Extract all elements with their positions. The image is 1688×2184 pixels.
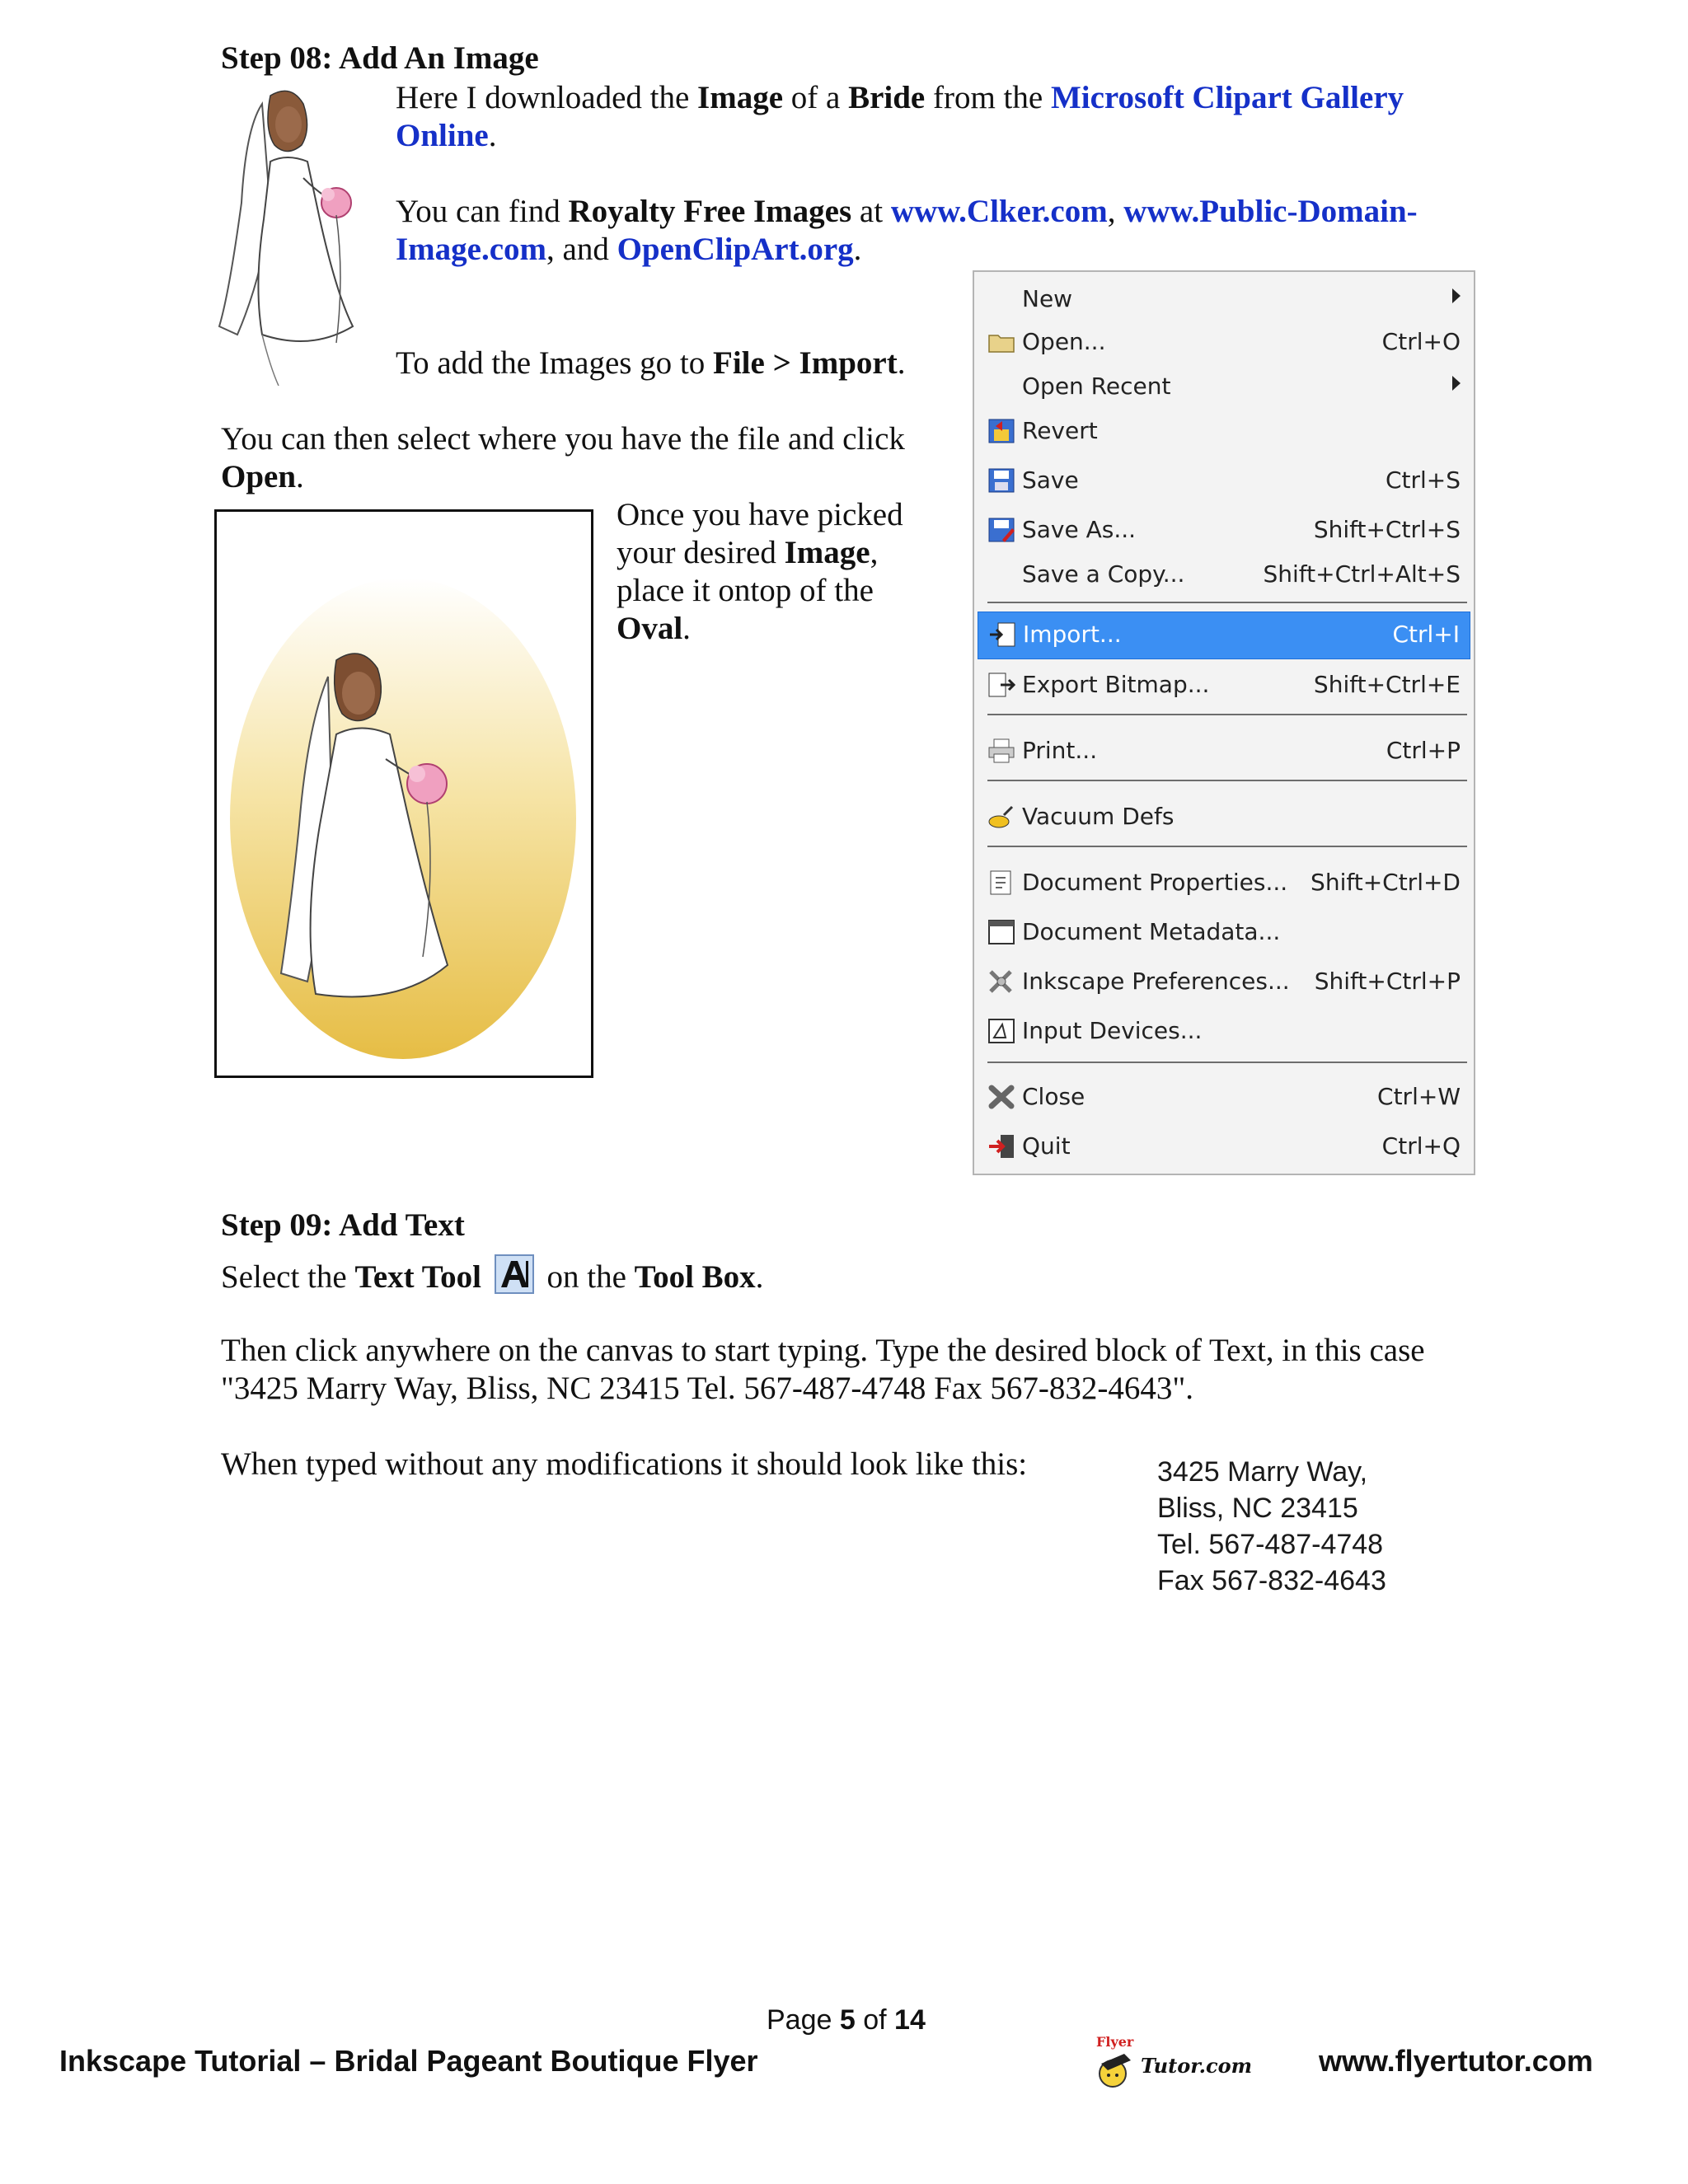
bride-clipart bbox=[213, 79, 377, 386]
menu-item-close[interactable]: Close Ctrl+W bbox=[978, 1075, 1470, 1119]
logo-mascot-icon bbox=[1093, 2042, 1142, 2092]
address-line: 3425 Marry Way, bbox=[1157, 1456, 1368, 1488]
step09-paragraph-3: When typed without any modifications it should look like this: bbox=[221, 1446, 1028, 1482]
address-text-sample bbox=[1157, 1454, 1386, 1599]
close-icon bbox=[987, 1084, 1015, 1110]
step09-heading: Step 09: Add Text bbox=[221, 1207, 465, 1243]
footer-url[interactable]: www.flyertutor.com bbox=[1319, 2044, 1593, 2078]
printer-icon bbox=[987, 738, 1015, 764]
step08-heading: Step 08: Add An Image bbox=[221, 40, 539, 76]
menu-item-inkscape-preferences[interactable]: Inkscape Preferences... Shift+Ctrl+P bbox=[978, 959, 1470, 1004]
menu-item-vacuum-defs[interactable]: Vacuum Defs bbox=[978, 794, 1470, 839]
menu-separator bbox=[987, 1062, 1467, 1063]
quit-icon bbox=[987, 1133, 1015, 1160]
public-domain-image-link[interactable]: www.Public-Domain-Image.com bbox=[396, 194, 1418, 267]
menu-item-revert[interactable]: Revert bbox=[978, 409, 1470, 453]
menu-separator bbox=[987, 602, 1467, 603]
flyertutor-logo bbox=[1093, 2034, 1266, 2092]
logo-top-text: Flyer bbox=[1096, 2034, 1134, 2050]
menu-item-quit[interactable]: Quit Ctrl+Q bbox=[978, 1124, 1470, 1169]
save-icon bbox=[987, 467, 1015, 494]
step08-paragraph-2: You can find Royalty Free Images at www.Clker.com, www.Public-Domain-Image.com, and OpenClipArt.org. bbox=[396, 194, 1418, 267]
menu-item-document-properties[interactable]: Document Properties... Shift+Ctrl+D bbox=[978, 860, 1470, 905]
menu-item-new[interactable]: New bbox=[978, 277, 1470, 321]
menu-separator bbox=[987, 714, 1467, 715]
metadata-icon bbox=[987, 919, 1015, 945]
clker-link[interactable]: www.Clker.com bbox=[890, 194, 1108, 229]
address-line: Bliss, NC 23415 bbox=[1157, 1493, 1358, 1524]
logo-text: Tutor.com bbox=[1141, 2054, 1253, 2078]
text-tool-icon bbox=[495, 1254, 534, 1294]
menu-item-document-metadata[interactable]: Document Metadata... bbox=[978, 910, 1470, 954]
submenu-arrow-icon bbox=[1452, 376, 1461, 391]
menu-item-save-as[interactable]: Save As... Shift+Ctrl+S bbox=[978, 508, 1470, 552]
menu-separator bbox=[987, 846, 1467, 847]
input-devices-icon bbox=[987, 1018, 1015, 1044]
step09-paragraph-1: Select the Text Tool on the Tool Box. bbox=[221, 1254, 763, 1296]
folder-icon bbox=[987, 329, 1015, 355]
save-as-icon bbox=[987, 517, 1015, 543]
inkscape-file-menu bbox=[973, 270, 1475, 1175]
step08-paragraph-4: You can then select where you have the file and click Open. bbox=[221, 421, 905, 494]
step08-paragraph-1: Here I downloaded the Image of a Bride from the Microsoft Clipart Gallery Online. bbox=[396, 80, 1404, 153]
step09-paragraph-2: Then click anywhere on the canvas to start typing. Type the desired block of Text, in this case "3425 Marry Way, Bliss, NC 23415 Tel. 567-487-4748 Fax 567-832-4643". bbox=[221, 1333, 1425, 1406]
clipart-gallery-link[interactable]: Microsoft Clipart Gallery Online bbox=[396, 80, 1404, 153]
revert-icon bbox=[987, 418, 1015, 444]
submenu-arrow-icon bbox=[1452, 288, 1461, 303]
menu-item-import[interactable]: Import... Ctrl+I bbox=[978, 612, 1470, 659]
menu-item-export-bitmap[interactable]: Export Bitmap... Shift+Ctrl+E bbox=[978, 663, 1470, 707]
openclipart-link[interactable]: OpenClipArt.org bbox=[617, 232, 854, 267]
page-number: Page 5 of 14 bbox=[767, 2004, 926, 2036]
address-line: Fax 567-832-4643 bbox=[1157, 1565, 1386, 1596]
import-icon bbox=[988, 621, 1016, 648]
oval-with-bride-image bbox=[217, 512, 591, 1076]
vacuum-icon bbox=[987, 804, 1015, 830]
menu-item-save-a-copy[interactable]: Save a Copy... Shift+Ctrl+Alt+S bbox=[1022, 560, 1461, 588]
address-line: Tel. 567-487-4748 bbox=[1157, 1529, 1384, 1560]
menu-separator bbox=[987, 780, 1467, 781]
step08-paragraph-5: Once you have picked your desired Image, place it ontop of the Oval. bbox=[617, 497, 903, 646]
document-properties-icon bbox=[987, 869, 1015, 896]
menu-item-save[interactable]: Save Ctrl+S bbox=[978, 458, 1470, 503]
preferences-icon bbox=[987, 968, 1015, 995]
menu-item-open[interactable]: Open... Ctrl+O bbox=[978, 320, 1470, 364]
menu-item-input-devices[interactable]: Input Devices... bbox=[978, 1009, 1470, 1053]
export-icon bbox=[987, 672, 1015, 698]
oval-bride-preview bbox=[214, 509, 593, 1078]
menu-item-open-recent[interactable]: Open Recent bbox=[978, 364, 1470, 409]
menu-item-print[interactable]: Print... Ctrl+P bbox=[978, 729, 1470, 773]
footer-title: Inkscape Tutorial – Bridal Pageant Boutique Flyer bbox=[59, 2044, 758, 2078]
step08-paragraph-3: To add the Images go to File > Import. bbox=[396, 345, 906, 381]
